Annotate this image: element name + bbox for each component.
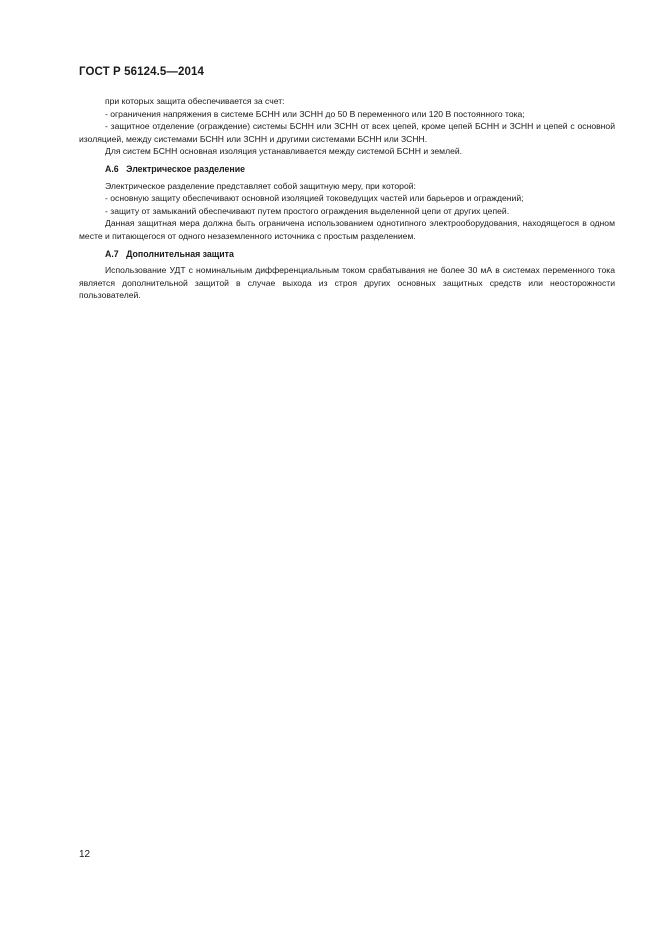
section-a7-paragraph: Использование УДТ с номинальным дифференциальным током срабатывания не более 30 мА в системах переменного тока является дополнительной защитой в случае выхода из строя других основных защитных средств или неосторожности пользователей.: [79, 265, 615, 301]
section-a7-title: Дополнительная защита: [126, 248, 234, 259]
document-code-header: ГОСТ Р 56124.5—2014: [79, 66, 204, 78]
section-a7-heading: [79, 248, 615, 261]
section-a6-title: Электрическое разделение: [126, 163, 246, 174]
intro-note: Для систем БСНН основная изоляция устанавливается между системой БСНН и землей.: [105, 146, 463, 157]
section-a7-number: А.7: [105, 248, 119, 259]
intro-item-voltage-limit: - ограничения напряжения в системе БСНН или ЗСНН до 50 В переменного или 120 В постоянного тока;: [105, 108, 525, 119]
section-a6-item-fault-protection: - защиту от замыканий обеспечивают путем простого ограждения выделенной цепи от других цепей.: [105, 205, 510, 216]
section-a6-closing: Данная защитная мера должна быть ограничена использованием однотипного электрооборудования, находящегося в одном месте и питающегося от одного незаземленного источника с простым разделением.: [79, 218, 615, 241]
section-a6-paragraph: Электрическое разделение представляет собой защитную меру, при которой:: [105, 180, 416, 191]
section-a6-item-basic-protection: - основную защиту обеспечивают основной изоляцией токоведущих частей или барьеров и ограждений;: [105, 193, 524, 204]
intro-item-protective-separation: - защитное отделение (ограждение) системы БСНН или ЗСНН от всех цепей, кроме цепей БСНН и ЗСНН и цепей с основной изоляцией, между системами БСНН или ЗСНН и другими системами БСНН или ЗСНН.: [79, 121, 615, 144]
section-a6-heading: [79, 163, 615, 176]
intro-line: при которых защита обеспечивается за счет:: [105, 96, 285, 106]
page-number: 12: [79, 849, 91, 860]
section-a6-number: А.6: [105, 163, 119, 174]
document-body: [79, 95, 615, 302]
